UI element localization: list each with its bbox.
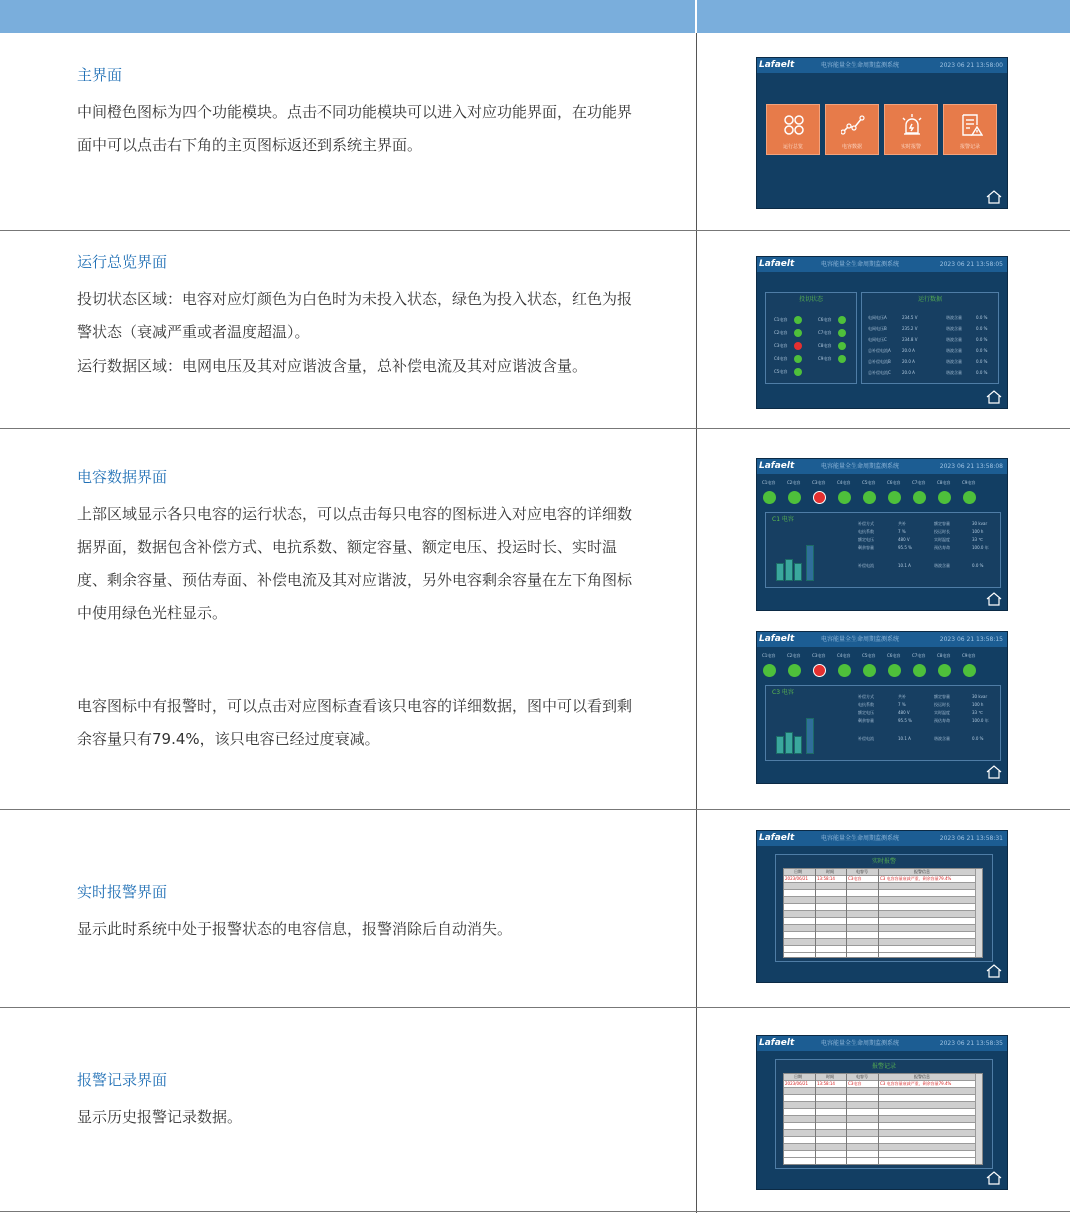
- field-label: 电抗系数: [858, 702, 874, 707]
- capacitor-button[interactable]: [863, 491, 876, 504]
- screenshot-realtime-alarm: [756, 830, 1008, 983]
- capacitor-graphic: [785, 559, 793, 581]
- screen-time: 2023 06 21 13:58:00: [939, 62, 1003, 69]
- capacity-bar: [806, 718, 814, 754]
- table-row: [784, 932, 976, 939]
- screen-time: 2023 06 21 13:58:35: [939, 1040, 1003, 1047]
- capacitor-graphic: [776, 563, 784, 581]
- capacitor-button[interactable]: [963, 491, 976, 504]
- cap-tab-label: C1电容: [762, 653, 776, 658]
- data-label: 谐波含量: [946, 315, 962, 320]
- screen-system-title: 电容能量全生命周期监测系统: [821, 1040, 900, 1047]
- screen-system-title: 电容能量全生命周期监测系统: [821, 261, 900, 268]
- section-text-overview-2: 运行数据区域：电网电压及其对应谐波含量，总补偿电流及其对应谐波含量。: [77, 357, 588, 375]
- table-row: [784, 1137, 976, 1144]
- field-label: 补偿电流: [858, 736, 874, 741]
- data-value: 234.8 V: [902, 337, 918, 342]
- table-row: [784, 1102, 976, 1109]
- field-label: 投运时长: [934, 702, 950, 707]
- field-label: 补偿方式: [858, 694, 874, 699]
- status-lamp[interactable]: [838, 316, 846, 324]
- cap-tab-label: C6电容: [887, 653, 901, 658]
- section-title-alarm-record: 报警记录界面: [77, 1071, 168, 1089]
- section-title-capacitor: 电容数据界面: [77, 468, 168, 486]
- table-row: [784, 918, 976, 925]
- table-cell: C3 电容容量衰减严重，剩余容量79.4%: [880, 1081, 952, 1086]
- capacitor-button[interactable]: [938, 664, 951, 677]
- capacity-bar: [806, 545, 814, 581]
- capacitor-name: C3 电容: [772, 689, 794, 696]
- table-cell: 2023/06/21: [785, 1081, 809, 1086]
- field-value: 共补: [898, 694, 906, 699]
- capacitor-name: C1 电容: [772, 516, 794, 523]
- table-cell: 13:58:14: [817, 876, 835, 881]
- column-line: [815, 869, 816, 957]
- lamp-label: C2电容: [774, 330, 788, 335]
- data-label: 谐波含量: [946, 370, 962, 375]
- field-value: 100.0 年: [972, 545, 989, 550]
- capacitor-button[interactable]: [838, 491, 851, 504]
- field-value: 480 V: [898, 710, 910, 715]
- table-row: [784, 1144, 976, 1151]
- status-lamp[interactable]: [794, 329, 802, 337]
- tile-capacitor-data[interactable]: [825, 104, 879, 155]
- screen-system-title: 电容能量全生命周期监测系统: [821, 835, 900, 842]
- field-label: 谐波含量: [934, 563, 950, 568]
- data-value: 234.5 V: [902, 315, 918, 320]
- field-value: 95.5 %: [898, 545, 912, 550]
- table-row: [784, 890, 976, 897]
- screen-system-title: 电容能量全生命周期监测系统: [821, 463, 900, 470]
- table-row: [784, 946, 976, 953]
- table-header-bar: [0, 0, 1070, 33]
- field-label: 补偿电流: [858, 563, 874, 568]
- field-label: 额定容量: [934, 694, 950, 699]
- cap-tab-label: C6电容: [887, 480, 901, 485]
- tile-realtime-alarm[interactable]: [884, 104, 938, 155]
- table-row: [784, 1151, 976, 1158]
- screen-time: 2023 06 21 13:58:08: [939, 463, 1003, 470]
- table-cell: 13:58:14: [817, 1081, 835, 1086]
- capacitor-button[interactable]: [888, 491, 901, 504]
- screen-time: 2023 06 21 13:58:05: [939, 261, 1003, 268]
- field-value: 30 kvar: [972, 521, 988, 526]
- tile-label: 运行总览: [782, 144, 803, 150]
- table-header-cell: 日期: [794, 1074, 802, 1079]
- status-lamp[interactable]: [794, 368, 802, 376]
- status-lamp[interactable]: [838, 342, 846, 350]
- row-divider: [0, 1007, 1070, 1008]
- table-row: [784, 925, 976, 932]
- lafaelt-logo: Lafaelt: [759, 259, 795, 269]
- tile-label: 报警记录: [959, 144, 980, 150]
- table-row: [784, 1130, 976, 1137]
- tile-label: 实时报警: [900, 144, 921, 150]
- field-label: 额定容量: [934, 521, 950, 526]
- capacitor-button-alarm[interactable]: [813, 491, 826, 504]
- cap-tab-label: C7电容: [912, 653, 926, 658]
- capacitor-button[interactable]: [763, 491, 776, 504]
- field-value: 33 ℃: [972, 537, 983, 542]
- table-header-cell: 时间: [826, 869, 834, 874]
- table-header-row: [784, 1074, 976, 1081]
- screenshot-main: [756, 57, 1008, 209]
- home-icon[interactable]: [986, 765, 1002, 779]
- table-row: [784, 911, 976, 918]
- capacitor-detail-panel: [765, 512, 1001, 588]
- table-cell: C3电容: [848, 1081, 862, 1086]
- table-header-cell: 日期: [794, 869, 802, 874]
- field-value: 95.5 %: [898, 718, 912, 723]
- table-row: [784, 1123, 976, 1130]
- screenshot-capacitor-c3: [756, 631, 1008, 784]
- capacitor-button[interactable]: [888, 664, 901, 677]
- cap-tab-label: C5电容: [862, 480, 876, 485]
- status-lamp[interactable]: [838, 329, 846, 337]
- lamp-label: C9电容: [818, 356, 832, 361]
- screen-system-title: 电容能量全生命周期监测系统: [821, 62, 900, 69]
- lamp-label: C7电容: [818, 330, 832, 335]
- data-value: 20.0 A: [902, 359, 915, 364]
- column-line: [846, 869, 847, 957]
- table-header-cell: 报警信息: [914, 1074, 930, 1079]
- field-value: 33 ℃: [972, 710, 983, 715]
- field-value: 100 h: [972, 702, 984, 707]
- cap-tab-label: C4电容: [837, 653, 851, 658]
- table-row: [784, 883, 976, 890]
- section-title-main: 主界面: [77, 66, 123, 84]
- data-value: 0.0 %: [976, 326, 988, 331]
- alarm-table: [783, 868, 983, 958]
- table-scrollbar[interactable]: [975, 1074, 982, 1164]
- record-warning-icon: [959, 113, 983, 137]
- row-divider: [0, 428, 1070, 429]
- section-title-realtime-alarm: 实时报警界面: [77, 883, 168, 901]
- field-label: 预估寿命: [934, 718, 950, 723]
- panel-title: 投切状态: [798, 296, 823, 303]
- cap-tab-label: C5电容: [862, 653, 876, 658]
- field-label: 额定电压: [858, 537, 874, 542]
- cap-tab-label: C9电容: [962, 480, 976, 485]
- table-cell: 2023/06/21: [785, 876, 809, 881]
- field-value: 7 %: [898, 529, 906, 534]
- section-text-capacitor-1: 上部区域显示各只电容的运行状态，可以点击每只电容的图标进入对应电容的详细数据界面，数据包含补偿方式、电抗系数、额定容量、额定电压、投运时长、实时温度、剩余容量、预估寿面、补偿电流及其对应谐波，另外电容剩余容量在左下角图标中使用绿色光柱显示。: [77, 505, 633, 622]
- data-label: 总补偿电流A: [868, 348, 891, 353]
- field-value: 0.0 %: [972, 736, 984, 741]
- lamp-label: C1电容: [774, 317, 788, 322]
- panel-title: 运行数据: [917, 296, 942, 303]
- screen-time: 2023 06 21 13:58:15: [939, 636, 1003, 643]
- field-label: 补偿方式: [858, 521, 874, 526]
- lafaelt-logo: Lafaelt: [759, 833, 795, 843]
- run-data-panel: [861, 292, 999, 384]
- cap-tab-label: C9电容: [962, 653, 976, 658]
- capacitor-button[interactable]: [788, 491, 801, 504]
- data-label: 电网电压B: [868, 326, 887, 331]
- row-divider: [0, 1211, 1070, 1212]
- field-value: 100.0 年: [972, 718, 989, 723]
- lafaelt-logo: Lafaelt: [759, 461, 795, 471]
- panel-title: 实时报警: [871, 858, 896, 865]
- table-row: [784, 904, 976, 911]
- lafaelt-logo: Lafaelt: [759, 1038, 795, 1048]
- field-value: 7 %: [898, 702, 906, 707]
- data-label: 总补偿电流C: [868, 370, 891, 375]
- cap-tab-label: C1电容: [762, 480, 776, 485]
- capacitor-graphic: [794, 563, 802, 581]
- section-text-overview-1: 投切状态区域：电容对应灯颜色为白色时为未投入状态，绿色为投入状态，红色为报警状态（衰减严重或者温度超温）。: [77, 290, 633, 341]
- capacitor-button[interactable]: [788, 664, 801, 677]
- home-icon[interactable]: [986, 964, 1002, 978]
- field-value: 100 h: [972, 529, 984, 534]
- column-divider: [696, 33, 697, 1213]
- data-value: 0.0 %: [976, 315, 988, 320]
- home-icon[interactable]: [986, 190, 1002, 204]
- cap-tab-label: C8电容: [937, 480, 951, 485]
- data-label: 谐波含量: [946, 337, 962, 342]
- lamp-label: C3电容: [774, 343, 788, 348]
- data-label: 谐波含量: [946, 348, 962, 353]
- table-row: [784, 1088, 976, 1095]
- data-value: 0.0 %: [976, 359, 988, 364]
- field-label: 额定电压: [858, 710, 874, 715]
- screenshot-overview: [756, 256, 1008, 409]
- field-label: 谐波含量: [934, 736, 950, 741]
- header-divider: [695, 0, 697, 33]
- lafaelt-logo: Lafaelt: [759, 60, 795, 70]
- column-line: [878, 869, 879, 957]
- cap-tab-label: C2电容: [787, 653, 801, 658]
- section-text-main: 中间橙色图标为四个功能模块。点击不同功能模块可以进入对应功能界面，在功能界面中可以点击右下角的主页图标返还到系统主界面。: [77, 103, 633, 154]
- table-header-cell: 时间: [826, 1074, 834, 1079]
- tile-overview[interactable]: [766, 104, 820, 155]
- field-label: 预估寿命: [934, 545, 950, 550]
- capacitor-button[interactable]: [838, 664, 851, 677]
- data-value: 0.0 %: [976, 370, 988, 375]
- capacitor-graphic: [785, 732, 793, 754]
- lamp-label: C4电容: [774, 356, 788, 361]
- screenshot-alarm-record: [756, 1035, 1008, 1190]
- status-lamp[interactable]: [838, 355, 846, 363]
- section-text-realtime-alarm: 显示此时系统中处于报警状态的电容信息，报警消除后自动消失。: [77, 920, 513, 938]
- field-value: 30 kvar: [972, 694, 988, 699]
- tile-alarm-record[interactable]: [943, 104, 997, 155]
- lamp-label: C5电容: [774, 369, 788, 374]
- field-value: 共补: [898, 521, 906, 526]
- cap-tab-label: C3电容: [812, 480, 826, 485]
- data-value: 235.2 V: [902, 326, 918, 331]
- data-value: 20.0 A: [902, 348, 915, 353]
- alarm-record-panel: [775, 1059, 993, 1169]
- screen-time: 2023 06 21 13:58:31: [939, 835, 1003, 842]
- field-value: 480 V: [898, 537, 910, 542]
- line-chart-icon: [841, 114, 865, 136]
- field-label: 剩余容量: [858, 545, 874, 550]
- data-label: 总补偿电流B: [868, 359, 891, 364]
- field-value: 0.0 %: [972, 563, 984, 568]
- row-divider: [0, 809, 1070, 810]
- data-label: 电网电压C: [868, 337, 887, 342]
- column-line: [878, 1074, 879, 1164]
- field-value: 10.1 A: [898, 563, 911, 568]
- table-scrollbar[interactable]: [975, 869, 982, 957]
- module-grid-icon: [783, 114, 805, 136]
- capacitor-graphic: [776, 736, 784, 754]
- status-lamp[interactable]: [794, 355, 802, 363]
- data-value: 0.0 %: [976, 348, 988, 353]
- cap-tab-label: C3电容: [812, 653, 826, 658]
- column-line: [815, 1074, 816, 1164]
- capacitor-graphic: [794, 736, 802, 754]
- home-icon[interactable]: [986, 592, 1002, 606]
- status-lamp[interactable]: [794, 316, 802, 324]
- field-value: 10.1 A: [898, 736, 911, 741]
- tile-label: 电容数据: [841, 144, 862, 150]
- data-label: 谐波含量: [946, 359, 962, 364]
- cap-tab-label: C2电容: [787, 480, 801, 485]
- table-cell: C3电容: [848, 876, 862, 881]
- cap-tab-label: C4电容: [837, 480, 851, 485]
- alarm-record-table: [783, 1073, 983, 1165]
- cap-tab-label: C8电容: [937, 653, 951, 658]
- lamp-label: C6电容: [818, 317, 832, 322]
- section-text-alarm-record: 显示历史报警记录数据。: [77, 1108, 243, 1126]
- table-header-cell: 报警信息: [914, 869, 930, 874]
- column-line: [846, 1074, 847, 1164]
- capacitor-button[interactable]: [863, 664, 876, 677]
- capacitor-button[interactable]: [963, 664, 976, 677]
- alarm-table-panel: [775, 854, 993, 962]
- row-divider: [0, 230, 1070, 231]
- capacitor-button-alarm[interactable]: [813, 664, 826, 677]
- field-label: 电抗系数: [858, 529, 874, 534]
- data-label: 电网电压A: [868, 315, 887, 320]
- capacitor-detail-panel: [765, 685, 1001, 761]
- panel-title: 报警记录: [871, 1063, 896, 1070]
- lafaelt-logo: Lafaelt: [759, 634, 795, 644]
- field-label: 实时温度: [934, 710, 950, 715]
- capacitor-button[interactable]: [938, 491, 951, 504]
- field-label: 实时温度: [934, 537, 950, 542]
- data-label: 谐波含量: [946, 326, 962, 331]
- cap-tab-label: C7电容: [912, 480, 926, 485]
- data-value: 0.0 %: [976, 337, 988, 342]
- table-header-cell: 电容号: [856, 1074, 868, 1079]
- status-lamp-alarm[interactable]: [794, 342, 802, 350]
- field-label: 投运时长: [934, 529, 950, 534]
- table-row: [784, 1095, 976, 1102]
- section-text-capacitor-2: 电容图标中有报警时，可以点击对应图标查看该只电容的详细数据，图中可以看到剩余容量只有79.4%，该只电容已经过度衰减。: [77, 697, 633, 748]
- table-header-row: [784, 869, 976, 876]
- home-icon[interactable]: [986, 390, 1002, 404]
- table-row: [784, 1116, 976, 1123]
- table-header-cell: 电容号: [856, 869, 868, 874]
- switch-status-panel: [765, 292, 857, 384]
- capacitor-button[interactable]: [913, 491, 926, 504]
- screen-system-title: 电容能量全生命周期监测系统: [821, 636, 900, 643]
- home-icon[interactable]: [986, 1171, 1002, 1185]
- field-label: 剩余容量: [858, 718, 874, 723]
- alarm-light-icon: [900, 113, 924, 137]
- section-title-overview: 运行总览界面: [77, 253, 168, 271]
- table-row: [784, 1109, 976, 1116]
- lamp-label: C8电容: [818, 343, 832, 348]
- table-cell: C3 电容容量衰减严重，剩余容量79.4%: [880, 876, 952, 881]
- table-row: [784, 939, 976, 946]
- screenshot-capacitor-c1: [756, 458, 1008, 611]
- capacitor-button[interactable]: [913, 664, 926, 677]
- data-value: 20.0 A: [902, 370, 915, 375]
- capacitor-button[interactable]: [763, 664, 776, 677]
- table-row: [784, 897, 976, 904]
